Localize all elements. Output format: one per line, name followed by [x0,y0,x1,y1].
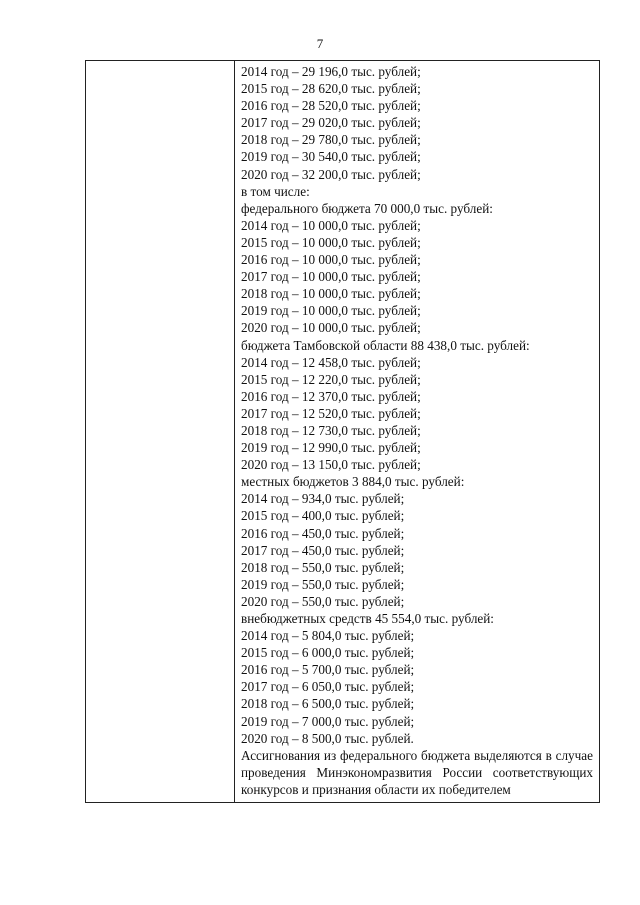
table-right-cell [235,61,599,802]
funding-line: 2015 год – 400,0 тыс. рублей; [241,508,405,524]
funding-lines [241,63,593,747]
funding-line: 2017 год – 12 520,0 тыс. рублей; [241,405,421,421]
funding-line: 2020 год – 13 150,0 тыс. рублей; [241,457,421,473]
funding-line: 2019 год – 10 000,0 тыс. рублей; [241,303,421,319]
funding-line: 2016 год – 12 370,0 тыс. рублей; [241,388,421,404]
funding-line: 2016 год – 10 000,0 тыс. рублей; [241,252,421,268]
funding-line: 2017 год – 29 020,0 тыс. рублей; [241,115,421,131]
funding-line: 2015 год – 28 620,0 тыс. рублей; [241,81,421,97]
funding-line: внебюджетных средств 45 554,0 тыс. рублей: [241,611,494,626]
funding-line: федерального бюджета 70 000,0 тыс. рублей: [241,200,493,216]
funding-line: 2018 год – 29 780,0 тыс. рублей; [241,132,421,148]
funding-line: 2020 год – 10 000,0 тыс. рублей; [241,320,421,336]
table-left-cell [86,61,235,802]
funding-line: 2018 год – 12 730,0 тыс. рублей; [241,422,421,438]
funding-line: 2017 год – 450,0 тыс. рублей; [241,542,405,558]
funding-line: 2019 год – 550,0 тыс. рублей; [241,576,405,592]
funding-line: 2016 год – 28 520,0 тыс. рублей; [241,98,421,114]
funding-line: 2020 год – 550,0 тыс. рублей; [241,593,405,609]
page-number: 7 [316,36,324,51]
funding-line: 2020 год – 32 200,0 тыс. рублей; [241,166,421,182]
funding-line: 2020 год – 8 500,0 тыс. рублей. [241,730,414,746]
funding-line: 2015 год – 12 220,0 тыс. рублей; [241,371,421,387]
funding-line: 2014 год – 29 196,0 тыс. рублей; [241,64,421,79]
funding-line: бюджета Тамбовской области 88 438,0 тыс. рублей: [241,337,530,353]
funding-line: 2014 год – 12 458,0 тыс. рублей; [241,354,421,370]
funding-line: местных бюджетов 3 884,0 тыс. рублей: [241,474,465,490]
funding-line: 2014 год – 10 000,0 тыс. рублей; [241,217,421,233]
funding-line: 2017 год – 6 050,0 тыс. рублей; [241,679,415,695]
funding-table [85,60,600,803]
funding-line: 2019 год – 30 540,0 тыс. рублей; [241,149,421,165]
funding-line: 2017 год – 10 000,0 тыс. рублей; [241,269,421,285]
funding-line: 2014 год – 934,0 тыс. рублей; [241,491,405,507]
funding-line: 2014 год – 5 804,0 тыс. рублей; [241,628,415,644]
funding-line: 2019 год – 7 000,0 тыс. рублей; [241,713,415,729]
funding-note: Ассигнования из федерального бюджета выделяются в случае проведения Минэкономразвития России соответствующих конкурсов и признания области их победителем [241,747,593,797]
funding-line: 2015 год – 6 000,0 тыс. рублей; [241,645,415,661]
funding-line: 2018 год – 10 000,0 тыс. рублей; [241,286,421,302]
funding-line: 2019 год – 12 990,0 тыс. рублей; [241,440,421,456]
funding-line: 2016 год – 450,0 тыс. рублей; [241,525,405,541]
funding-line: 2015 год – 10 000,0 тыс. рублей; [241,234,421,250]
funding-line: в том числе: [241,183,310,199]
funding-line: 2016 год – 5 700,0 тыс. рублей; [241,662,415,678]
funding-line: 2018 год – 550,0 тыс. рублей; [241,559,405,575]
funding-line: 2018 год – 6 500,0 тыс. рублей; [241,696,415,712]
